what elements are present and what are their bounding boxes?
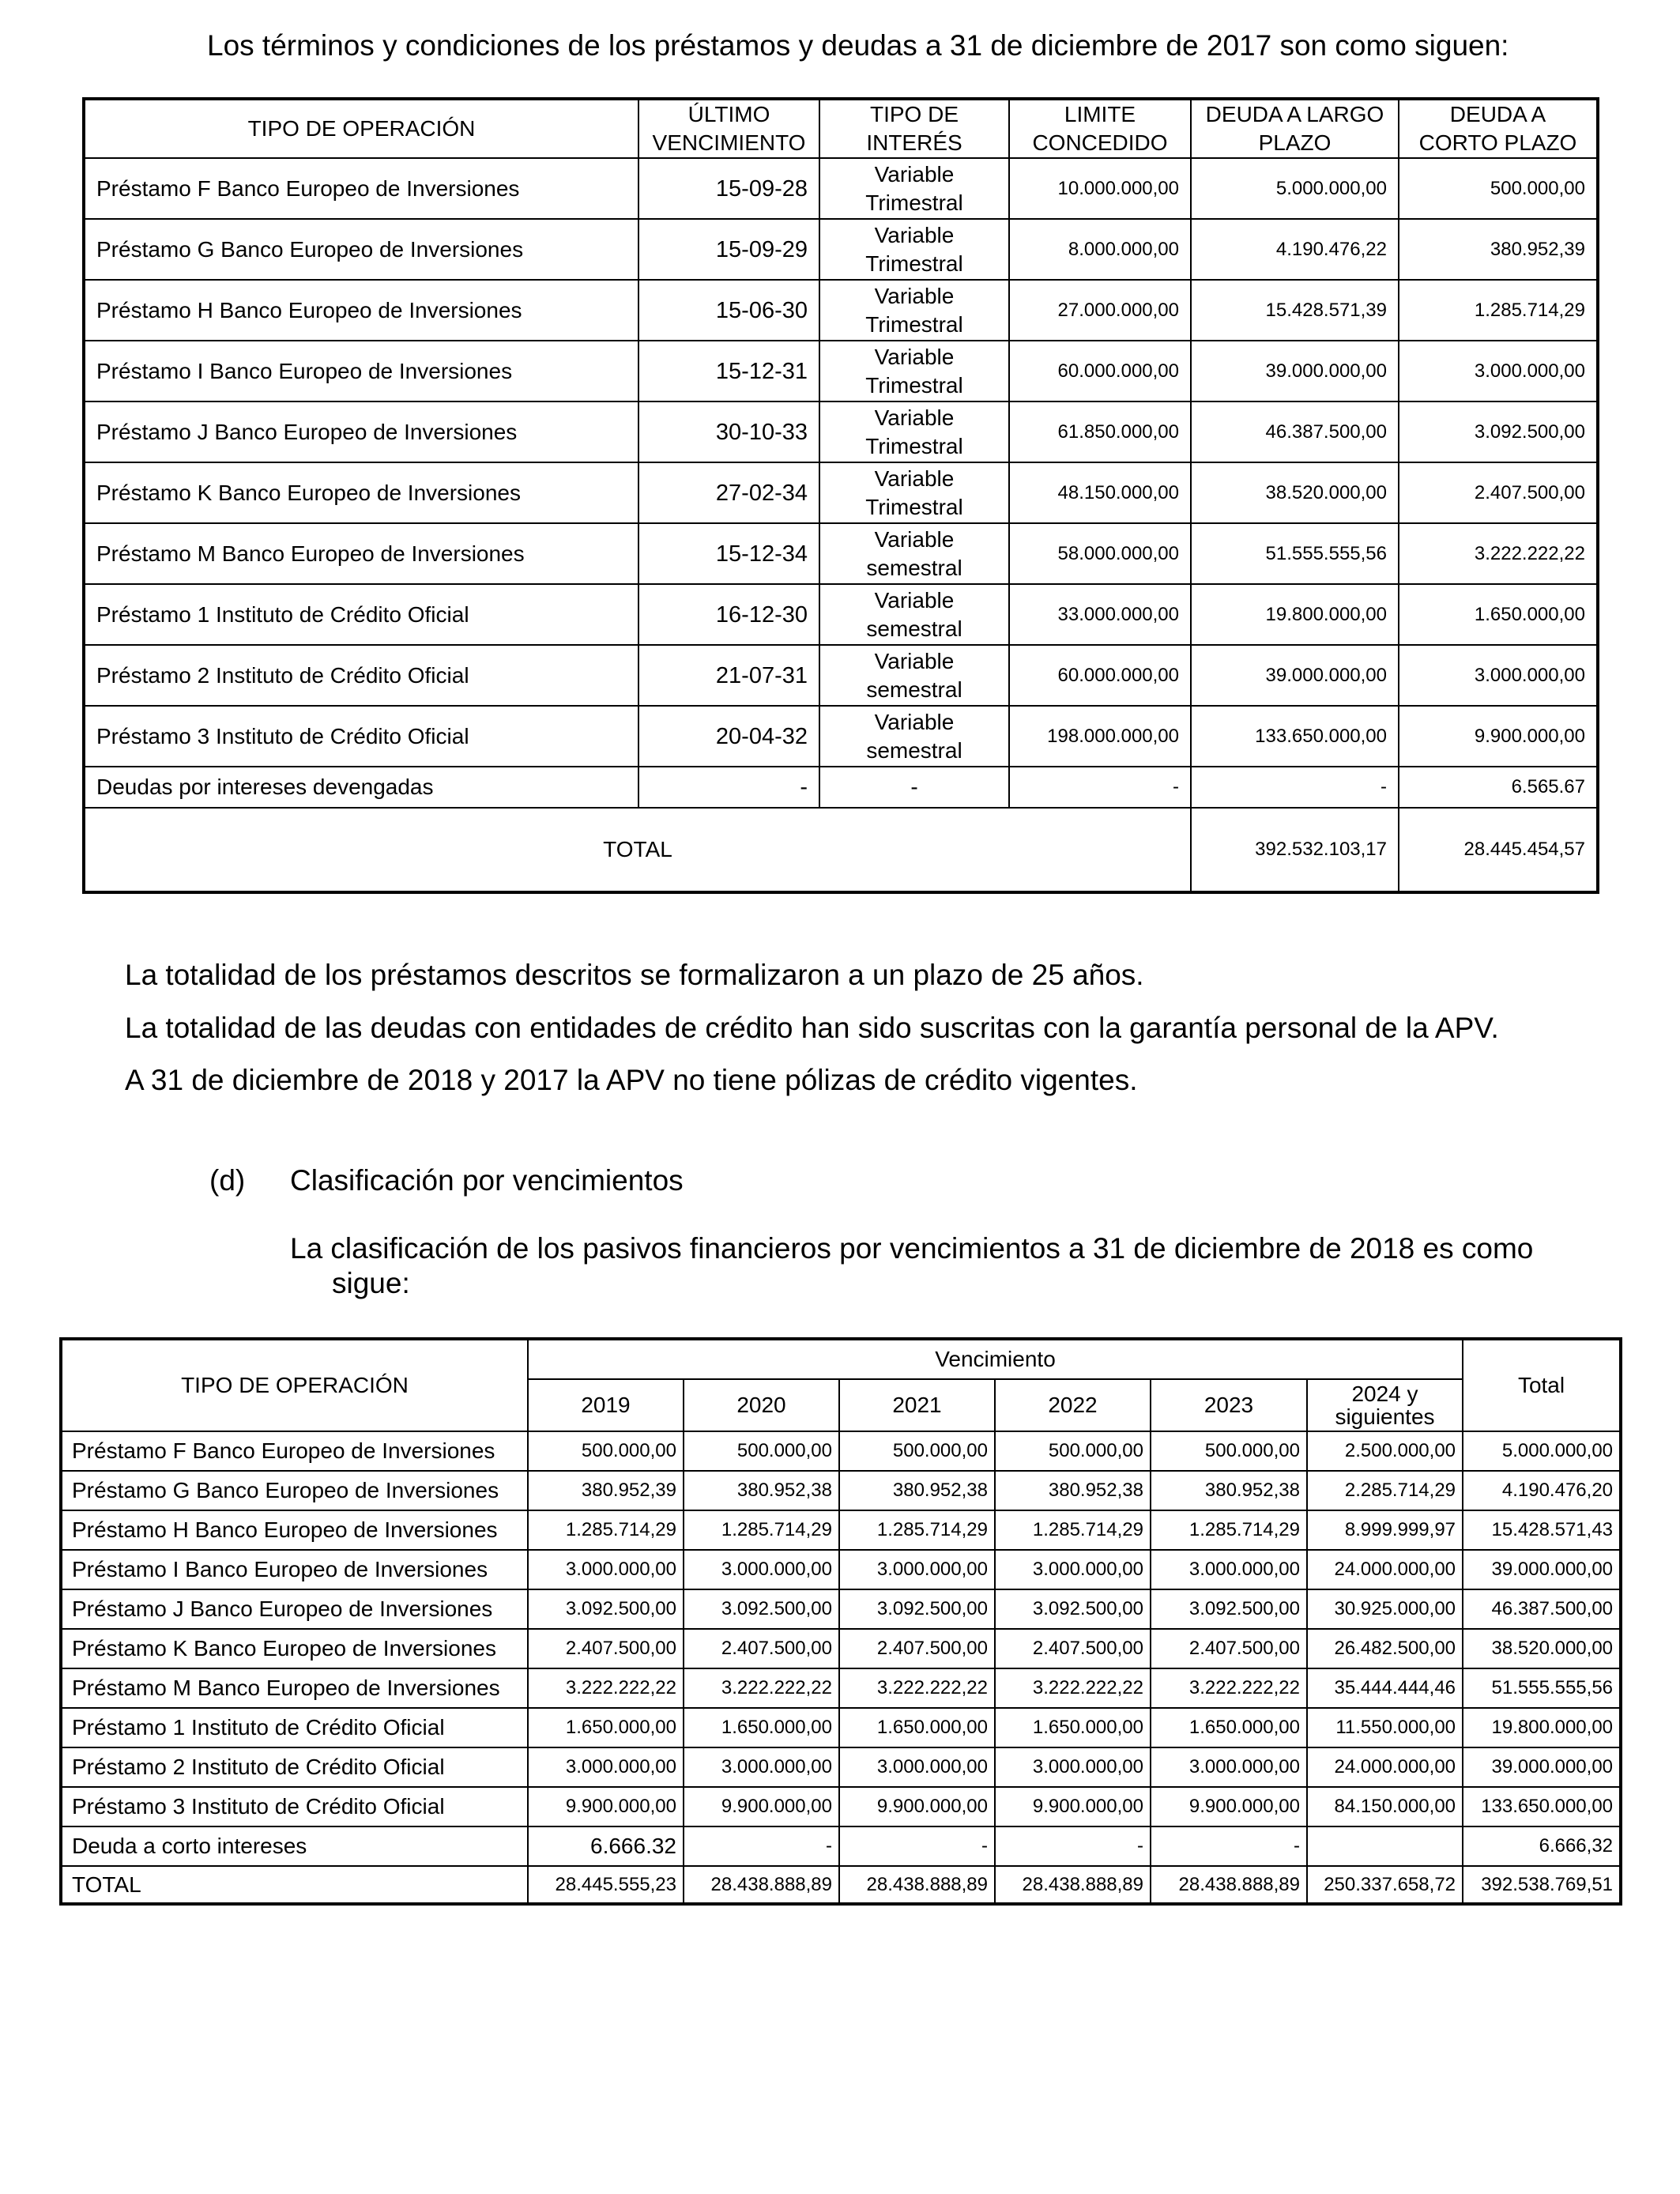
intro-text: Los términos y condiciones de los préstamos y deudas a 31 de diciembre de 2017 son como siguen: xyxy=(207,29,1509,62)
value-2022: 3.222.222,22 xyxy=(995,1668,1151,1708)
value-2019: 380.952,39 xyxy=(528,1471,684,1510)
table-row xyxy=(84,462,1598,523)
value-2019: 9.900.000,00 xyxy=(528,1787,684,1826)
header-tipo-operacion: TIPO DE OPERACIÓN xyxy=(84,99,638,158)
value-total: 5.000.000,00 xyxy=(1463,1431,1621,1471)
maturity-table xyxy=(59,1337,1622,1906)
short-term-debt: 1.285.714,29 xyxy=(1399,280,1598,341)
value-2022: - xyxy=(995,1826,1151,1866)
operation-name: Préstamo I Banco Europeo de Inversiones xyxy=(61,1550,528,1589)
operation-name: Préstamo H Banco Europeo de Inversiones xyxy=(84,280,638,341)
total-short: 28.445.454,57 xyxy=(1399,808,1598,892)
total-label: TOTAL xyxy=(84,808,1191,892)
table-row xyxy=(61,1510,1621,1550)
paragraph-garantia: La totalidad de las deudas con entidades de crédito han sido suscritas con la garantía personal de la APV. xyxy=(125,1012,1499,1044)
value-total: 392.538.769,51 xyxy=(1463,1866,1621,1904)
header-tipo-interes: TIPO DE INTERÉS xyxy=(819,99,1009,158)
section-text-line-1: La clasificación de los pasivos financieros por vencimientos a 31 de diciembre de 2018 es como xyxy=(290,1232,1534,1265)
short-term-debt: 3.000.000,00 xyxy=(1399,645,1598,706)
value-2019: 3.092.500,00 xyxy=(528,1589,684,1629)
value-2022: 9.900.000,00 xyxy=(995,1787,1151,1826)
short-term-debt: 3.000.000,00 xyxy=(1399,341,1598,401)
section-title: Clasificación por vencimientos xyxy=(290,1164,684,1197)
long-term-debt: 39.000.000,00 xyxy=(1191,341,1399,401)
short-term-debt: 9.900.000,00 xyxy=(1399,706,1598,767)
table-row xyxy=(84,341,1598,401)
interest-row-long: - xyxy=(1191,767,1399,808)
section-text-line-2: sigue: xyxy=(332,1267,410,1299)
value-2021: 2.407.500,00 xyxy=(839,1629,995,1668)
last-maturity: 30-10-33 xyxy=(638,401,819,462)
interest-type: Variable Trimestral xyxy=(819,401,1009,462)
header-year-2023: 2023 xyxy=(1151,1379,1307,1431)
value-2020: 1.650.000,00 xyxy=(684,1708,839,1747)
value-2021: 3.000.000,00 xyxy=(839,1747,995,1787)
table-header-row xyxy=(84,99,1598,158)
operation-name: Préstamo M Banco Europeo de Inversiones xyxy=(61,1668,528,1708)
value-2023: 1.650.000,00 xyxy=(1151,1708,1307,1747)
operation-name: Préstamo G Banco Europeo de Inversiones xyxy=(61,1471,528,1510)
granted-limit: 58.000.000,00 xyxy=(1009,523,1191,584)
table-row xyxy=(84,706,1598,767)
value-2023: 3.222.222,22 xyxy=(1151,1668,1307,1708)
interest-type: Variable Trimestral xyxy=(819,280,1009,341)
operation-name: Préstamo I Banco Europeo de Inversiones xyxy=(84,341,638,401)
value-2023: 9.900.000,00 xyxy=(1151,1787,1307,1826)
table-row xyxy=(84,523,1598,584)
value-2020: 500.000,00 xyxy=(684,1431,839,1471)
value-2022: 1.285.714,29 xyxy=(995,1510,1151,1550)
value-2024-siguientes: 26.482.500,00 xyxy=(1307,1629,1463,1668)
value-2022: 3.000.000,00 xyxy=(995,1550,1151,1589)
last-maturity: 15-06-30 xyxy=(638,280,819,341)
table-row xyxy=(84,219,1598,280)
total-row xyxy=(61,1866,1621,1904)
value-2019: 3.000.000,00 xyxy=(528,1550,684,1589)
interest-row-rate: - xyxy=(819,767,1009,808)
interest-row-limit: - xyxy=(1009,767,1191,808)
paragraph-plazo: La totalidad de los préstamos descritos se formalizaron a un plazo de 25 años. xyxy=(125,959,1144,991)
interest-type: Variable Trimestral xyxy=(819,219,1009,280)
header-deuda-largo-plazo: DEUDA A LARGO PLAZO xyxy=(1191,99,1399,158)
granted-limit: 198.000.000,00 xyxy=(1009,706,1191,767)
value-2023: 1.285.714,29 xyxy=(1151,1510,1307,1550)
long-term-debt: 4.190.476,22 xyxy=(1191,219,1399,280)
value-2024-siguientes: 24.000.000,00 xyxy=(1307,1747,1463,1787)
short-term-debt: 380.952,39 xyxy=(1399,219,1598,280)
value-2023: 500.000,00 xyxy=(1151,1431,1307,1471)
operation-name: Préstamo K Banco Europeo de Inversiones xyxy=(84,462,638,523)
short-term-debt: 1.650.000,00 xyxy=(1399,584,1598,645)
short-term-debt: 3.092.500,00 xyxy=(1399,401,1598,462)
granted-limit: 8.000.000,00 xyxy=(1009,219,1191,280)
value-2020: 3.222.222,22 xyxy=(684,1668,839,1708)
header-year-2021: 2021 xyxy=(839,1379,995,1431)
long-term-debt: 39.000.000,00 xyxy=(1191,645,1399,706)
operation-name: Préstamo 2 Instituto de Crédito Oficial xyxy=(61,1747,528,1787)
paragraph-polizas: A 31 de diciembre de 2018 y 2017 la APV no tiene pólizas de crédito vigentes. xyxy=(125,1064,1138,1096)
value-total: 4.190.476,20 xyxy=(1463,1471,1621,1510)
last-maturity: 27-02-34 xyxy=(638,462,819,523)
long-term-debt: 5.000.000,00 xyxy=(1191,158,1399,219)
value-2020: 3.092.500,00 xyxy=(684,1589,839,1629)
value-2019: 3.222.222,22 xyxy=(528,1668,684,1708)
header-year-2020: 2020 xyxy=(684,1379,839,1431)
table-header-row xyxy=(61,1339,1621,1379)
operation-name: Préstamo K Banco Europeo de Inversiones xyxy=(61,1629,528,1668)
table-row xyxy=(61,1787,1621,1826)
interest-type: Variable semestral xyxy=(819,523,1009,584)
operation-name: Préstamo G Banco Europeo de Inversiones xyxy=(84,219,638,280)
last-maturity: 21-07-31 xyxy=(638,645,819,706)
value-2021: - xyxy=(839,1826,995,1866)
value-2024-siguientes: 2.500.000,00 xyxy=(1307,1431,1463,1471)
table-row xyxy=(61,1589,1621,1629)
value-2021: 28.438.888,89 xyxy=(839,1866,995,1904)
interest-type: Variable semestral xyxy=(819,645,1009,706)
table-row xyxy=(61,1747,1621,1787)
last-maturity: 15-12-31 xyxy=(638,341,819,401)
value-total: 39.000.000,00 xyxy=(1463,1747,1621,1787)
value-total: 19.800.000,00 xyxy=(1463,1708,1621,1747)
granted-limit: 60.000.000,00 xyxy=(1009,341,1191,401)
short-term-debt: 2.407.500,00 xyxy=(1399,462,1598,523)
value-2023: 3.000.000,00 xyxy=(1151,1747,1307,1787)
value-2024-siguientes: 2.285.714,29 xyxy=(1307,1471,1463,1510)
granted-limit: 48.150.000,00 xyxy=(1009,462,1191,523)
value-2019: 500.000,00 xyxy=(528,1431,684,1471)
operation-name: Préstamo H Banco Europeo de Inversiones xyxy=(61,1510,528,1550)
last-maturity: 20-04-32 xyxy=(638,706,819,767)
table-row xyxy=(84,584,1598,645)
value-2021: 3.092.500,00 xyxy=(839,1589,995,1629)
granted-limit: 33.000.000,00 xyxy=(1009,584,1191,645)
value-total: 133.650.000,00 xyxy=(1463,1787,1621,1826)
header-tipo-operacion: TIPO DE OPERACIÓN xyxy=(61,1339,528,1431)
value-2020: 9.900.000,00 xyxy=(684,1787,839,1826)
operation-name: Préstamo F Banco Europeo de Inversiones xyxy=(84,158,638,219)
long-term-debt: 15.428.571,39 xyxy=(1191,280,1399,341)
value-2019: 28.445.555,23 xyxy=(528,1866,684,1904)
value-2024-siguientes: 35.444.444,46 xyxy=(1307,1668,1463,1708)
value-2024-siguientes: 11.550.000,00 xyxy=(1307,1708,1463,1747)
table-row xyxy=(84,401,1598,462)
value-total: 46.387.500,00 xyxy=(1463,1589,1621,1629)
granted-limit: 61.850.000,00 xyxy=(1009,401,1191,462)
header-year-2019: 2019 xyxy=(528,1379,684,1431)
value-2019: 2.407.500,00 xyxy=(528,1629,684,1668)
table-row xyxy=(61,1471,1621,1510)
value-2020: 380.952,38 xyxy=(684,1471,839,1510)
interest-row-short: 6.565.67 xyxy=(1399,767,1598,808)
value-total: 51.555.555,56 xyxy=(1463,1668,1621,1708)
operation-name: Préstamo J Banco Europeo de Inversiones xyxy=(61,1589,528,1629)
operation-name: Préstamo 3 Instituto de Crédito Oficial xyxy=(61,1787,528,1826)
operation-name: Préstamo 1 Instituto de Crédito Oficial xyxy=(61,1708,528,1747)
operation-name: Deuda a corto intereses xyxy=(61,1826,528,1866)
value-2022: 3.000.000,00 xyxy=(995,1747,1151,1787)
operation-name: Préstamo 2 Instituto de Crédito Oficial xyxy=(84,645,638,706)
value-2022: 28.438.888,89 xyxy=(995,1866,1151,1904)
total-row xyxy=(84,808,1598,892)
long-term-debt: 51.555.555,56 xyxy=(1191,523,1399,584)
operation-name: Préstamo 1 Instituto de Crédito Oficial xyxy=(84,584,638,645)
value-2022: 380.952,38 xyxy=(995,1471,1151,1510)
granted-limit: 60.000.000,00 xyxy=(1009,645,1191,706)
table-row xyxy=(84,280,1598,341)
table-row xyxy=(61,1826,1621,1866)
table-row xyxy=(61,1431,1621,1471)
value-2021: 500.000,00 xyxy=(839,1431,995,1471)
interest-row-label: Deudas por intereses devengadas xyxy=(84,767,638,808)
value-2020: 28.438.888,89 xyxy=(684,1866,839,1904)
value-2019: 3.000.000,00 xyxy=(528,1747,684,1787)
value-2021: 9.900.000,00 xyxy=(839,1787,995,1826)
value-2024-siguientes xyxy=(1307,1826,1463,1866)
value-2021: 380.952,38 xyxy=(839,1471,995,1510)
value-2023: - xyxy=(1151,1826,1307,1866)
table-row xyxy=(84,158,1598,219)
granted-limit: 10.000.000,00 xyxy=(1009,158,1191,219)
value-2022: 3.092.500,00 xyxy=(995,1589,1151,1629)
operation-name: Préstamo M Banco Europeo de Inversiones xyxy=(84,523,638,584)
value-2021: 1.650.000,00 xyxy=(839,1708,995,1747)
short-term-debt: 500.000,00 xyxy=(1399,158,1598,219)
operation-name: Préstamo F Banco Europeo de Inversiones xyxy=(61,1431,528,1471)
value-2020: 3.000.000,00 xyxy=(684,1747,839,1787)
interest-row-date: - xyxy=(638,767,819,808)
header-vencimiento: Vencimiento xyxy=(528,1339,1463,1379)
table-row xyxy=(61,1629,1621,1668)
operation-name: TOTAL xyxy=(61,1866,528,1904)
value-2022: 1.650.000,00 xyxy=(995,1708,1151,1747)
value-2024-siguientes: 84.150.000,00 xyxy=(1307,1787,1463,1826)
value-total: 6.666,32 xyxy=(1463,1826,1621,1866)
value-2021: 3.222.222,22 xyxy=(839,1668,995,1708)
value-2023: 3.092.500,00 xyxy=(1151,1589,1307,1629)
value-2020: - xyxy=(684,1826,839,1866)
long-term-debt: 38.520.000,00 xyxy=(1191,462,1399,523)
value-2020: 1.285.714,29 xyxy=(684,1510,839,1550)
table-row xyxy=(61,1708,1621,1747)
value-2024-siguientes: 250.337.658,72 xyxy=(1307,1866,1463,1904)
table-row xyxy=(84,645,1598,706)
value-2024-siguientes: 8.999.999,97 xyxy=(1307,1510,1463,1550)
short-term-debt: 3.222.222,22 xyxy=(1399,523,1598,584)
interest-type: Variable semestral xyxy=(819,706,1009,767)
loans-terms-table xyxy=(82,97,1599,894)
value-total: 39.000.000,00 xyxy=(1463,1550,1621,1589)
last-maturity: 15-12-34 xyxy=(638,523,819,584)
value-2021: 1.285.714,29 xyxy=(839,1510,995,1550)
long-term-debt: 133.650.000,00 xyxy=(1191,706,1399,767)
value-2021: 3.000.000,00 xyxy=(839,1550,995,1589)
table-row xyxy=(84,767,1598,808)
value-2023: 3.000.000,00 xyxy=(1151,1550,1307,1589)
interest-type: Variable Trimestral xyxy=(819,341,1009,401)
header-year-2022: 2022 xyxy=(995,1379,1151,1431)
value-2022: 2.407.500,00 xyxy=(995,1629,1151,1668)
granted-limit: 27.000.000,00 xyxy=(1009,280,1191,341)
value-2024-siguientes: 30.925.000,00 xyxy=(1307,1589,1463,1629)
maturity-body xyxy=(61,1431,1621,1904)
header-deuda-corto-plazo: DEUDA A CORTO PLAZO xyxy=(1399,99,1598,158)
long-term-debt: 19.800.000,00 xyxy=(1191,584,1399,645)
value-2022: 500.000,00 xyxy=(995,1431,1151,1471)
table-row xyxy=(61,1668,1621,1708)
loans-terms-body xyxy=(84,158,1598,767)
interest-type: Variable Trimestral xyxy=(819,462,1009,523)
interest-type: Variable Trimestral xyxy=(819,158,1009,219)
value-2019: 6.666.32 xyxy=(528,1826,684,1866)
header-year-2024-siguientes: 2024 y siguientes xyxy=(1307,1379,1463,1431)
value-2020: 2.407.500,00 xyxy=(684,1629,839,1668)
total-long: 392.532.103,17 xyxy=(1191,808,1399,892)
table-row xyxy=(61,1550,1621,1589)
value-2023: 28.438.888,89 xyxy=(1151,1866,1307,1904)
operation-name: Préstamo J Banco Europeo de Inversiones xyxy=(84,401,638,462)
header-ultimo-vencimiento: ÚLTIMO VENCIMIENTO xyxy=(638,99,819,158)
last-maturity: 15-09-28 xyxy=(638,158,819,219)
value-2023: 2.407.500,00 xyxy=(1151,1629,1307,1668)
interest-type: Variable semestral xyxy=(819,584,1009,645)
last-maturity: 15-09-29 xyxy=(638,219,819,280)
long-term-debt: 46.387.500,00 xyxy=(1191,401,1399,462)
value-2019: 1.650.000,00 xyxy=(528,1708,684,1747)
header-limite-concedido: LIMITE CONCEDIDO xyxy=(1009,99,1191,158)
value-2023: 380.952,38 xyxy=(1151,1471,1307,1510)
section-label: (d) xyxy=(209,1164,246,1197)
value-2019: 1.285.714,29 xyxy=(528,1510,684,1550)
last-maturity: 16-12-30 xyxy=(638,584,819,645)
value-2020: 3.000.000,00 xyxy=(684,1550,839,1589)
value-total: 38.520.000,00 xyxy=(1463,1629,1621,1668)
operation-name: Préstamo 3 Instituto de Crédito Oficial xyxy=(84,706,638,767)
value-total: 15.428.571,43 xyxy=(1463,1510,1621,1550)
header-total: Total xyxy=(1463,1339,1621,1431)
value-2024-siguientes: 24.000.000,00 xyxy=(1307,1550,1463,1589)
